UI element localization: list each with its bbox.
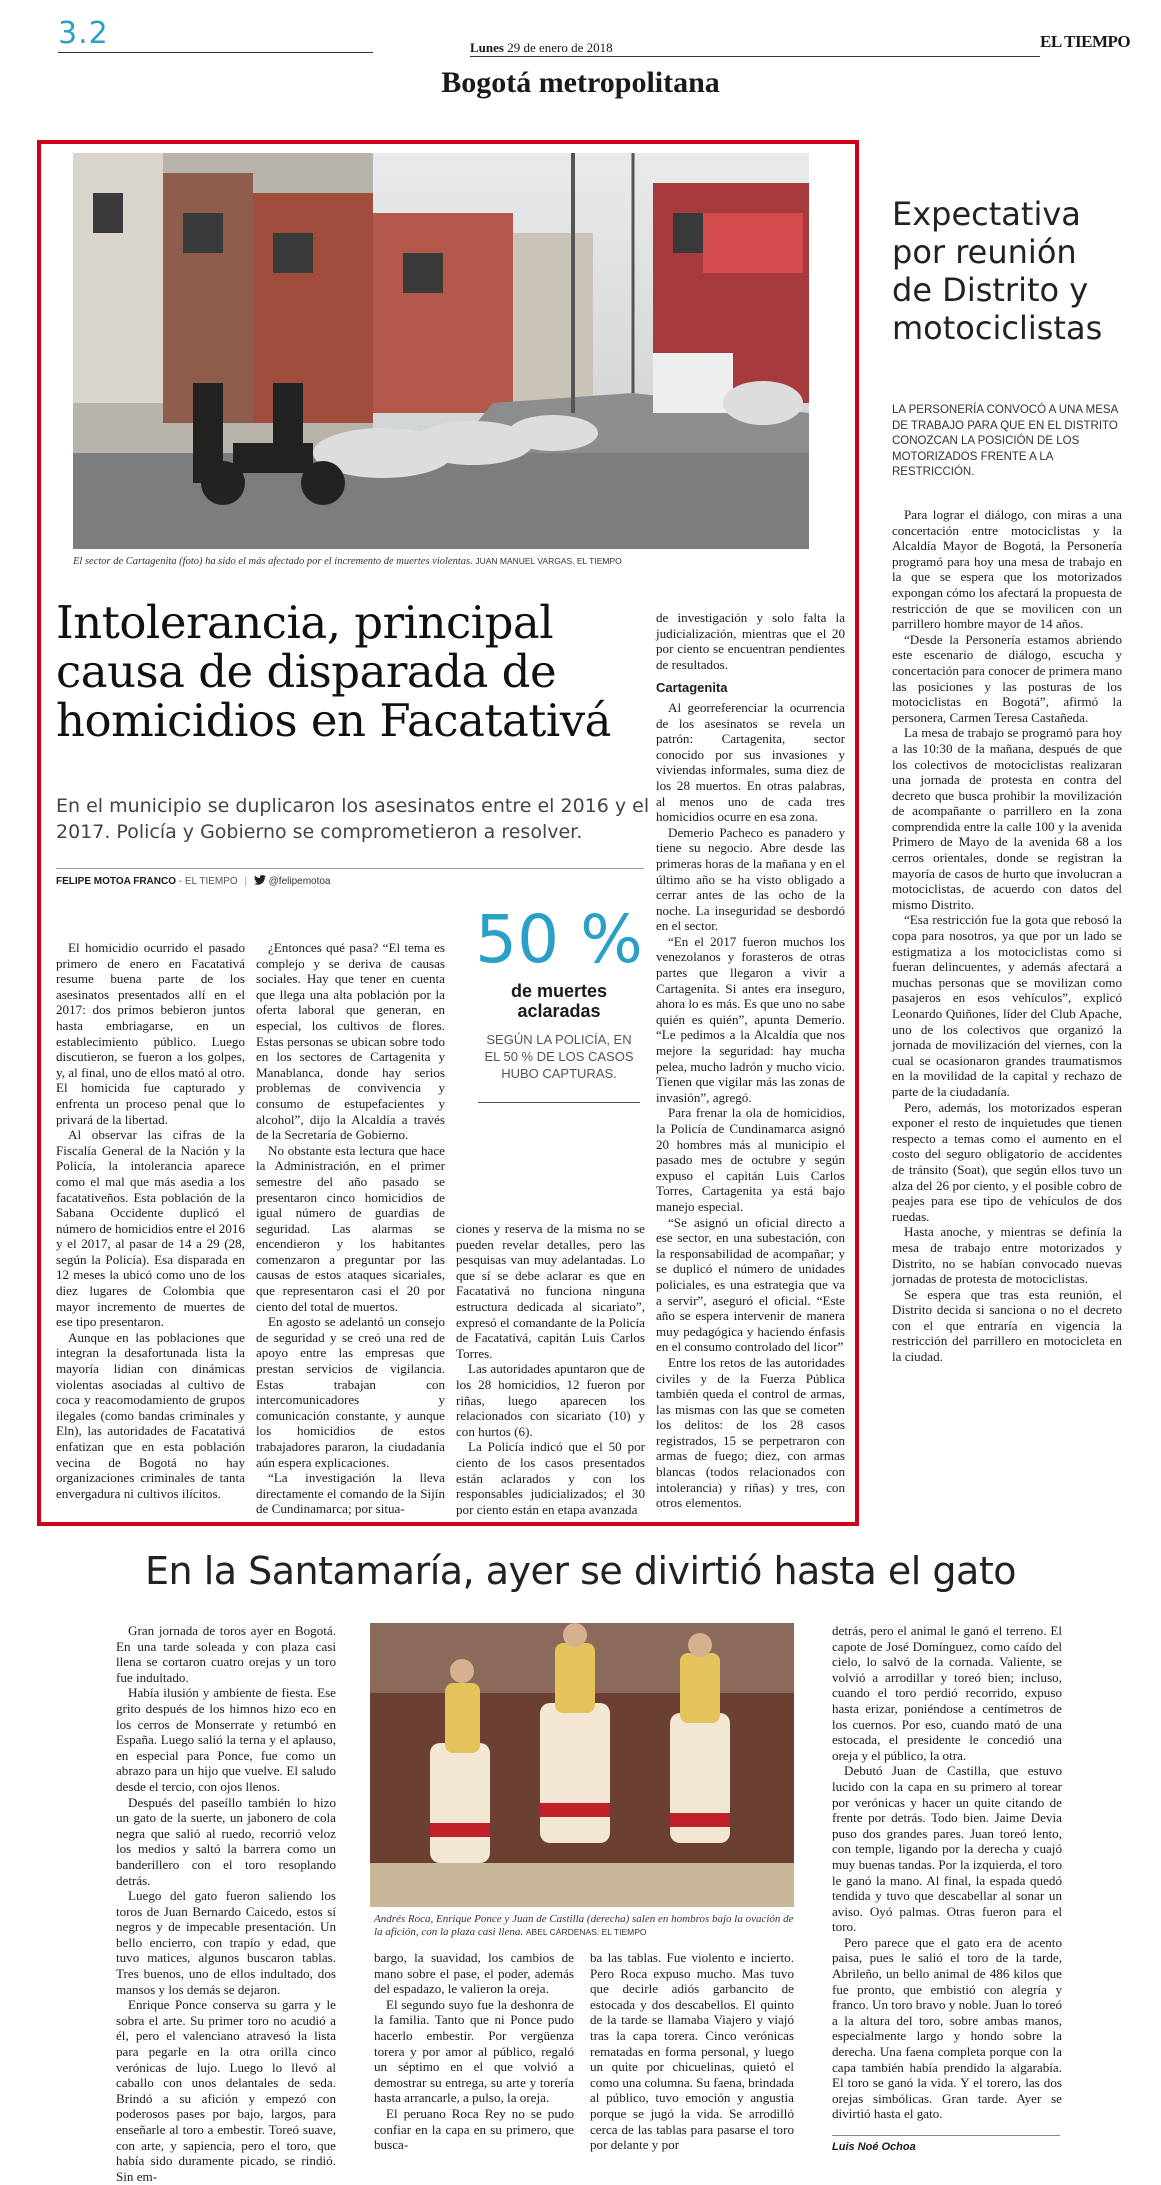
date-day: Lunes: [470, 40, 504, 55]
paragraph: Había ilusión y ambiente de fiesta. Ese grito después de los himnos hizo eco en los cerros de Monserrate y retumbó en España. Luego salió la terna y el aplauso, en especial para Ponce, fue como un abrazo para un hijo que vuelve. El saludo desde el tercio, con ojos llenos.: [116, 1685, 336, 1794]
paragraph: bargo, la suavidad, los cambios de mano sobre el pase, el poder, además del espadazo, le valieron la oreja.: [374, 1950, 574, 1997]
side-deck: LA PERSONERÍA CONVOCÓ A UNA MESA DE TRABAJO PARA QUE EN EL DISTRITO CONOZCAN LA POSICIÓN DE LOS MOTORIZADOS FRENTE A LA RESTRICCIÓN.: [892, 404, 1118, 478]
main-standfirst: En el municipio se duplicaron los asesinatos entre el 2016 y el 2017. Policía y Gobierno se comprometieron a resolver.: [56, 795, 650, 843]
street-scene-illustration: [73, 153, 809, 549]
paragraph: ba las tablas. Fue violento e incierto. Pero Roca expuso mucho. Mas tuvo que decirle adiós garbancito de estocada y dos descabellos. El quinto de la tarde se llamaba Viajero y viajó tras la capa torera. Cinco verónicas rematadas en forma personal, y luego un quite por chicuelinas, quietó el como una columna. Su faena, brindada al público, tuvo emoción y angustia porque se jugó la vida. Se arrodilló cerca de las tablas para pasarse el toro por delante y por: [590, 1950, 794, 2153]
caption-text: El sector de Cartagenita (foto) ha sido el más afectado por el incremento de muertes violentas.: [73, 556, 473, 567]
caption-text: Andrés Roca, Enrique Ponce y Juan de Castilla (derecha) salen en hombros bajo la ovación de la afición, con la plaza casi llena.: [374, 1913, 794, 1938]
paragraph: Gran jornada de toros ayer en Bogotá. En una tarde soleada y con plaza casi llena se cortaron cuatro orejas y un toro fue indultado.: [116, 1623, 336, 1685]
paragraph: El peruano Roca Rey no se pudo confiar en la capa en su primero, que busca-: [374, 2105, 574, 2153]
paragraph: “En el 2017 fueron muchos los venezolanos y forasteros de otras partes que llegaron a vivir a Cartagenita. Si antes era inseguro, ahora lo es más. Es que uno no sabe quién es quién”, apunta Demerio. “Le pedimos a la Alcaldía que nos mejore la seguridad: hay mucha pelea, mucho ladrón y mucho vicio. Tienen que vigilar más las zonas de invasión”, agregó.: [656, 933, 845, 1105]
bullfighters-illustration: [370, 1623, 794, 1907]
stat-box: [470, 901, 648, 1103]
paragraph: El homicidio ocurrido el pasado primero de enero en Facatativá resume buena parte de los asesinatos presentados allí en el 2017: dos primos bebieron juntos hasta embriagarse, en un establecimiento público. Luego discutieron, se fueron a los golpes, y, al final, uno de ellos mató al otro. El homicida fue capturado y enfrenta un proceso penal que lo privará de la libertad.: [56, 940, 245, 1127]
side-headline: Expectativa por reunión de Distrito y motociclistas: [892, 195, 1103, 347]
paragraph: Hasta anoche, y mientras se definía la mesa de trabajo entre motorizados y Distrito, no se habían convocado nuevas jornadas de protesta de motociclistas.: [892, 1224, 1122, 1287]
paragraph: Pero, además, los motorizados esperan exponer el resto de inquietudes que tienen respecto a temas como el aumento en el costo del seguro obligatorio de accidentes de tránsito (Soat), que según ellos tuvo un alza del 26 por ciento, y el posible cobro de peajes para ese tipo de vehículos de dos ruedas.: [892, 1099, 1122, 1224]
header-rule-left: [58, 52, 373, 53]
section-title: Bogotá metropolitana: [441, 66, 720, 99]
paragraph: Luego del gato fueron saliendo los toros de Juan Bernardo Caicedo, estos sí negros y de impecable presentación. Un bello encierro, con trapío y edad, que tuvo matices, algunos buscaron tablas. Tres buenos, uno de ellos indultado, dos mansos y los demás se dejaron.: [116, 1888, 336, 1997]
paragraph: detrás, pero el animal le ganó el terreno. El capote de José Domínguez, como caído del cielo, lo salvó de la cornada. Valiente, se volvió a arrodillar y toreó bien; incluso, cuando el toro perdió recorrido, expuso hasta erizar, poniéndose a centímetros de los cuernos. Por eso, cuando mató de una estocada, el presidente le concedió una oreja y el público, la otra.: [832, 1623, 1062, 1763]
bull-col-3: [590, 1950, 794, 2153]
main-col-4: [656, 610, 845, 1511]
byline-rule: [56, 868, 644, 869]
byline-org: - EL TIEMPO: [176, 876, 238, 888]
subhead-cartagenita: Cartagenita: [656, 680, 728, 696]
main-col-1: [56, 940, 245, 1501]
paragraph: Entre los retos de las autoridades civiles y de la Fuerza Pública también queda el control de armas, las mismas con las que se cometen los delitos: de los 28 casos registrados, 15 se perpetraron con armas de fuego; diez, con armas blancas (todos relacionados con intolerancia) y riñas) y tres, con otros elementos.: [656, 1354, 845, 1511]
paragraph: Debutó Juan de Castilla, que estuvo lucido con la capa en su primero al torear por verónicas y hacer un quite citando de frente por detrás. Todo bien. Jaime Devia puso dos grandes pares. Juan toreó lento, con temple, ligando por la derecha y cuajó muy buenas tandas. Por la izquierda, el toro le ganó la mano. Al final, la espada quedó tendida y tuvo que descabellar al sonar un aviso. Oyó palmas. Otras fueron para el toro.: [832, 1763, 1062, 1935]
paragraph: Para lograr el diálogo, con miras a una concertación entre motociclistas y la Alcaldía Mayor de Bogotá, la Personería programó para hoy una mesa de trabajo en la que se espera que los motorizados expongan cómo los afectará la propuesta de restricción de que se movilicen con un parrillero hombre mayor de 14 años.: [892, 507, 1122, 632]
paragraph: Después del paseíllo también lo hizo un gato de la suerte, un jabonero de cola negra que salió al ruedo, recorrió veloz los medios y saltó la barrera como un banderillero con el toro resoplando detrás.: [116, 1794, 336, 1888]
caption-credit: ABEL CÁRDENAS. EL TIEMPO: [525, 1927, 647, 1937]
paragraph: Se espera que tras esta reunión, el Distrito decida si sanciona o no el decreto con el que entraría en vigencia la restricción del parrillero en motocicleta en la ciudad.: [892, 1286, 1122, 1365]
paragraph: “Se asignó un oficial directo a ese sector, en una subestación, con la responsabilidad de acompañar; y se duplicó el número de unidades policiales, es una estrategia que va a servir”, aseguró el oficial. “Este año se espera intervenir de manera muy pedagógica y haciendo énfasis en el consumo controlado del licor”: [656, 1214, 845, 1355]
paragraph: Para frenar la ola de homicidios, la Policía de Cundinamarca asignó 20 hombres más al municipio el pasado mes de octubre y según expuso el capitán Luis Carlos Torres, Cartagenita ya está bajo manejo especial.: [656, 1105, 845, 1214]
stat-rule: [478, 1102, 640, 1103]
paragraph: La Policía indicó que el 50 por ciento de los casos presentados están aclarados y con los responsables judicializados; el 30 por ciento están en etapa avanzada: [456, 1439, 645, 1517]
date-rest: 29 de enero de 2018: [507, 40, 613, 55]
page-number: 3.2: [58, 16, 109, 51]
bull-signature: Luis Noé Ochoa: [832, 2141, 916, 2153]
stat-number: 50 %: [475, 901, 643, 978]
bull-headline: En la Santamaría, ayer se divirtió hasta el gato: [145, 1549, 1016, 1593]
bull-col-2: [374, 1950, 574, 2153]
main-headline: Intolerancia, principal causa de disparada de homicidios en Facatativá: [56, 596, 612, 747]
paragraph: Aunque en las poblaciones que integran la desafortunada lista la mayoría lidian con dinámicas violentas asociadas al cultivo de coca y reacomodamiento de grupos ilegales (como bandas criminales y Eln), las autoridades de Facatativá enfatizan que en esta población vecina de Bogotá no hay organizaciones criminales de tanta envergadura ni cultivos ilícitos.: [56, 1329, 245, 1501]
brand-logo: EL TIEMPO: [1040, 32, 1131, 51]
paragraph: No obstante esta lectura que hace la Administración, en el primer semestre del año pasado se presentaron cinco homicidios de igual número de guardias de seguridad. Las alarmas se encendieron y los habitantes comenzaron a preguntar por las causas de estos ataques sicariales, que representaron casi el 20 por ciento del total de muertos.: [256, 1142, 445, 1314]
bull-col-1: [116, 1623, 336, 2184]
paragraph: ciones y reserva de la misma no se pueden revelar detalles, pero las pesquisas van muy adelantadas. Lo que sí se debe aclarar es que en Facatativá no funciona ninguna estructura dedicada al sicariato”, expresó el comandante de la Policía de Facatativá, capitán Luis Carlos Torres.: [456, 1221, 645, 1361]
twitter-icon: [254, 875, 266, 888]
byline-name: FELIPE MOTOA FRANCO: [56, 876, 176, 888]
paragraph: Demerio Pacheco es panadero y tiene su negocio. Abre desde las primeras horas de la mañana y en el último año se ha visto obligado a cerrar antes de las ocho de la noche. La inseguridad se desbordó en el sector.: [656, 824, 845, 934]
side-body: [892, 507, 1122, 1365]
main-photo-caption: [73, 556, 813, 567]
stat-label: de muertes aclaradas: [510, 981, 608, 1021]
paragraph: En agosto se adelantó un consejo de seguridad y se creó una red de apoyo entre las empresas que prestan servicios de vigilancia. Estas trabajan con intercomunicadores y comunicación constante, y aunque los homicidios de estos trabajadores pararon, la ciudadanía aún espera explicaciones.: [256, 1314, 445, 1470]
header-rule-mid: [470, 56, 1040, 57]
byline: [56, 875, 331, 888]
paragraph: La mesa de trabajo se programó para hoy a las 10:30 de la mañana, después de que los colectivos de motociclistas realizaran una jornada de protesta en contra del decreto que busca prohibir la movilización de acompañante o parrillero en la zona comprendida entre la calle 100 y la avenida Primero de Mayo de la avenida 68 a los cerros orientales, donde se registran la mayoría de casos de hurto que involucran a motociclistas, de acuerdo con datos del mismo Distrito.: [892, 725, 1122, 912]
main-col-2: [256, 940, 445, 1517]
bull-col-4: [832, 1623, 1062, 2122]
main-photo: [73, 153, 809, 549]
main-col-3: [456, 1221, 645, 1517]
paragraph: Al georreferenciar la ocurrencia de los asesinatos se revela un patrón: Cartagenita, sector conocido por sus invasiones y viviendas informales, suma diez de los 28 muertos. En otras palabras, al menos uno de cada tres homicidios ocurre en esa zona.: [656, 699, 845, 825]
paragraph: “Desde la Personería estamos abriendo este escenario de diálogo, escucha y concertación para conocer de primera mano las posiciones y las posturas de los motociclistas en Bogotá”, afirmó la personera, Carmen Teresa Castañeda.: [892, 631, 1122, 725]
bull-signature-rule: [832, 2135, 1060, 2136]
byline-separator: |: [244, 876, 248, 888]
paragraph: Las autoridades apuntaron que de los 28 homicidios, 12 fueron por riñas, luego aparecen los relacionados con sicariato (10) y con hurtos (6).: [456, 1361, 645, 1439]
bull-photo: [370, 1623, 794, 1907]
header-date: [470, 40, 613, 56]
caption-credit: JUAN MANUEL VARGAS. EL TIEMPO: [475, 556, 622, 566]
paragraph: ¿Entonces qué pasa? “El tema es complejo y se deriva de causas sociales. Hay que tener en cuenta que llega una alta población por la oferta laboral que generan, en especial, los cultivos de flores. Estas personas se ubican sobre todo en los sectores de Cartagenita y Manablanca, donde hay serios problemas de convivencia y consumo de estupefacientes y alcohol”, dijo la Alcaldía a través de la Secretaría de Gobierno.: [256, 940, 445, 1143]
paragraph: “La investigación la lleva directamente el comando de la Sijín de Cundinamarca; por situa-: [256, 1470, 445, 1517]
paragraph: de investigación y solo falta la judicialización, mientras que el 20 por ciento se encuentran pendientes de resultados.: [656, 610, 845, 672]
paragraph: Enrique Ponce conserva su garra y le sobra el arte. Su primer toro no acudió a él, pero el valenciano atravesó la lista para pegarle en la otra orilla cinco verónicas de lujo. Luego lo llevó al caballo con unos delantales de seda. Brindó a su afición y empezó con poderosos pases por bajo, largos, para enseñarle al toro a embestir. Toreó suave, con arte, y sapiencia, pero el toro, que había sido duramente picado, se rindió. Sin em-: [116, 1997, 336, 2184]
byline-handle[interactable]: @felipemotoa: [268, 876, 331, 888]
paragraph: Pero parece que el gato era de acento paisa, pues le salió el toro de la tarde, Abrileño, un bello animal de 486 kilos que fue pronto, que embistió con alegría y franco. Un toro bravo y noble. Juan lo toreó a la altura del toro, sobre ambas manos, especialmente largo y hondo sobre la derecha. Una faena completa porque con la capa también había prendido la algarabía. El toro se ganó la vida. Y el torero, las dos orejas simbólicas. Gran tarde. Ayer se divirtió hasta el gato.: [832, 1934, 1062, 2122]
paragraph: El segundo suyo fue la deshonra de la familia. Tanto que ni Ponce pudo hacerlo embestir. Por vergüenza torera y por amor al público, regaló un séptimo en el que volvió a demostrar su entrega, su arte y torería hasta arrancarle, a pulso, la oreja.: [374, 1996, 574, 2106]
paragraph: Al observar las cifras de la Fiscalía General de la Nación y la Policía, la intolerancia aparece como el mal que más asedia a los facatativeños. Esta población de la Sabana Occidente duplicó el número de homicidios entre el 2016 y el 2017, al pasar de 14 a 29 (28, según la Policía). Esa disparada en 12 meses la ubicó como uno de los diez lugares de Colombia que mayor incremento de muertes de ese tipo presentaron.: [56, 1127, 245, 1330]
paragraph: “Esa restricción fue la gota que rebosó la copa para nosotros, ya que por un lado se estigmatiza a los motociclistas como si fueran delincuentes, y además afectará a muchas personas que se movilizan como pasajeros en esos vehículos”, explicó Leonardo Quiñones, líder del Club Apache, uno de los colectivos que organizó la jornada de movilización del viernes, con la cual se ocasionaron grandes traumatismos en la movilidad de la capital y rechazo de parte de la ciudadanía.: [892, 912, 1122, 1099]
bull-photo-caption: [374, 1913, 794, 1939]
stat-note: SEGÚN LA POLICÍA, EN EL 50 % DE LOS CASOS HUBO CAPTURAS.: [484, 1032, 634, 1081]
